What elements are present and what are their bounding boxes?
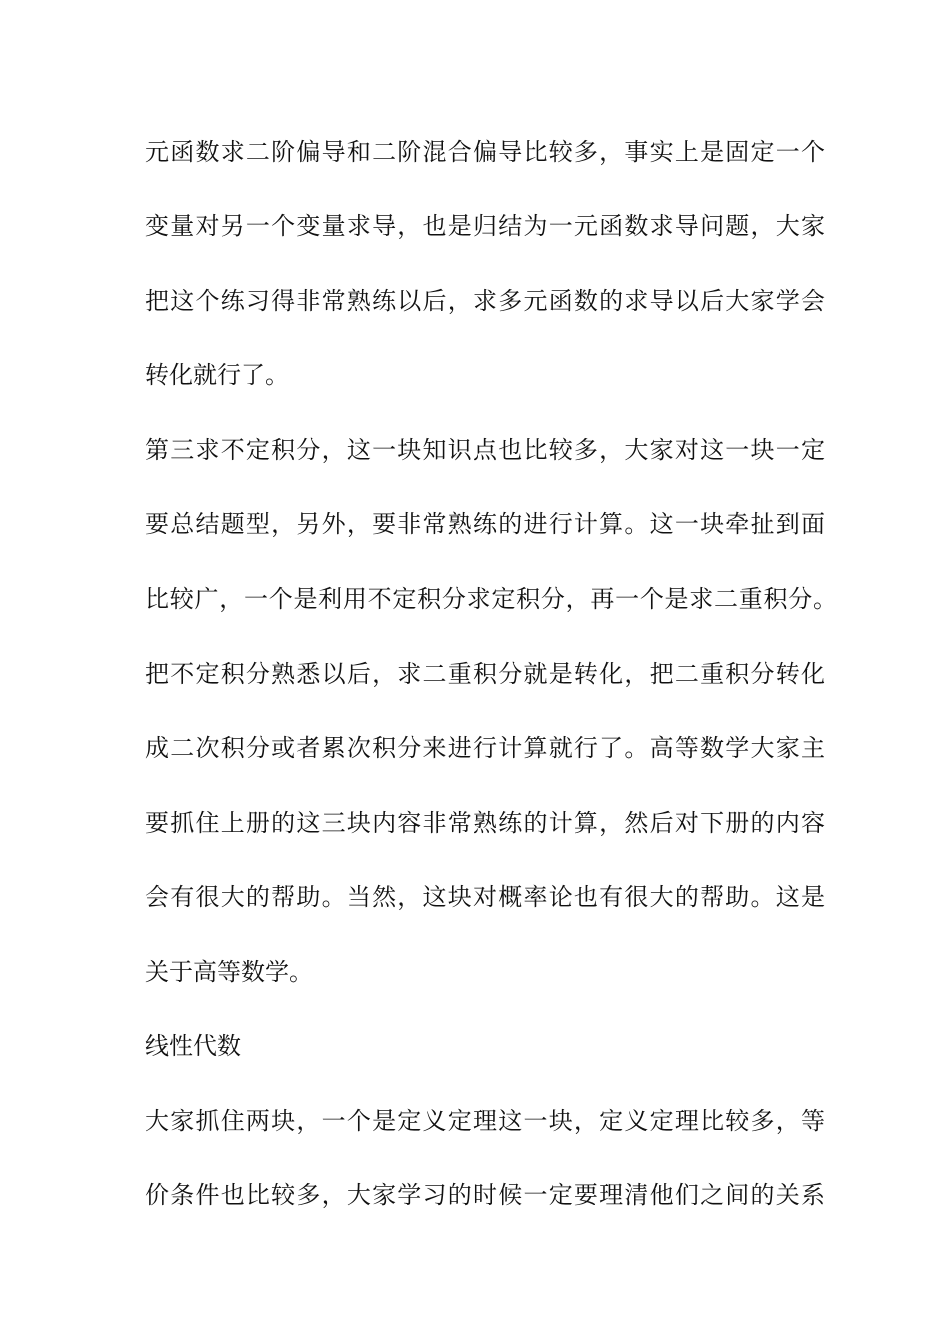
paragraph-line: 关于高等数学。 bbox=[145, 958, 313, 986]
paragraph-line: 价条件也比较多，大家学习的时候一定要理清他们之间的关系 bbox=[145, 1181, 825, 1209]
paragraph-line: 大家抓住两块，一个是定义定理这一块，定义定理比较多，等 bbox=[145, 1107, 825, 1135]
paragraph-line: 把不定积分熟悉以后，求二重积分就是转化，把二重积分转化 bbox=[145, 660, 825, 688]
paragraph-line: 会有很大的帮助。当然，这块对概率论也有很大的帮助。这是 bbox=[145, 883, 825, 911]
paragraph-line: 把这个练习得非常熟练以后，求多元函数的求导以后大家学会 bbox=[145, 287, 825, 315]
paragraph-line: 转化就行了。 bbox=[145, 361, 289, 389]
paragraph-line: 变量对另一个变量求导，也是归结为一元函数求导问题，大家 bbox=[145, 212, 825, 240]
paragraph-line: 第三求不定积分，这一块知识点也比较多，大家对这一块一定 bbox=[145, 436, 825, 464]
paragraph-line: 元函数求二阶偏导和二阶混合偏导比较多，事实上是固定一个 bbox=[145, 138, 825, 166]
paragraph-line: 要抓住上册的这三块内容非常熟练的计算，然后对下册的内容 bbox=[145, 809, 825, 837]
paragraph-line: 要总结题型，另外，要非常熟练的进行计算。这一块牵扯到面 bbox=[145, 510, 825, 538]
paragraph-line: 比较广，一个是利用不定积分求定积分，再一个是求二重积分。 bbox=[145, 585, 837, 613]
section-heading: 线性代数 bbox=[145, 1032, 241, 1060]
paragraph-line: 成二次积分或者累次积分来进行计算就行了。高等数学大家主 bbox=[145, 734, 825, 762]
